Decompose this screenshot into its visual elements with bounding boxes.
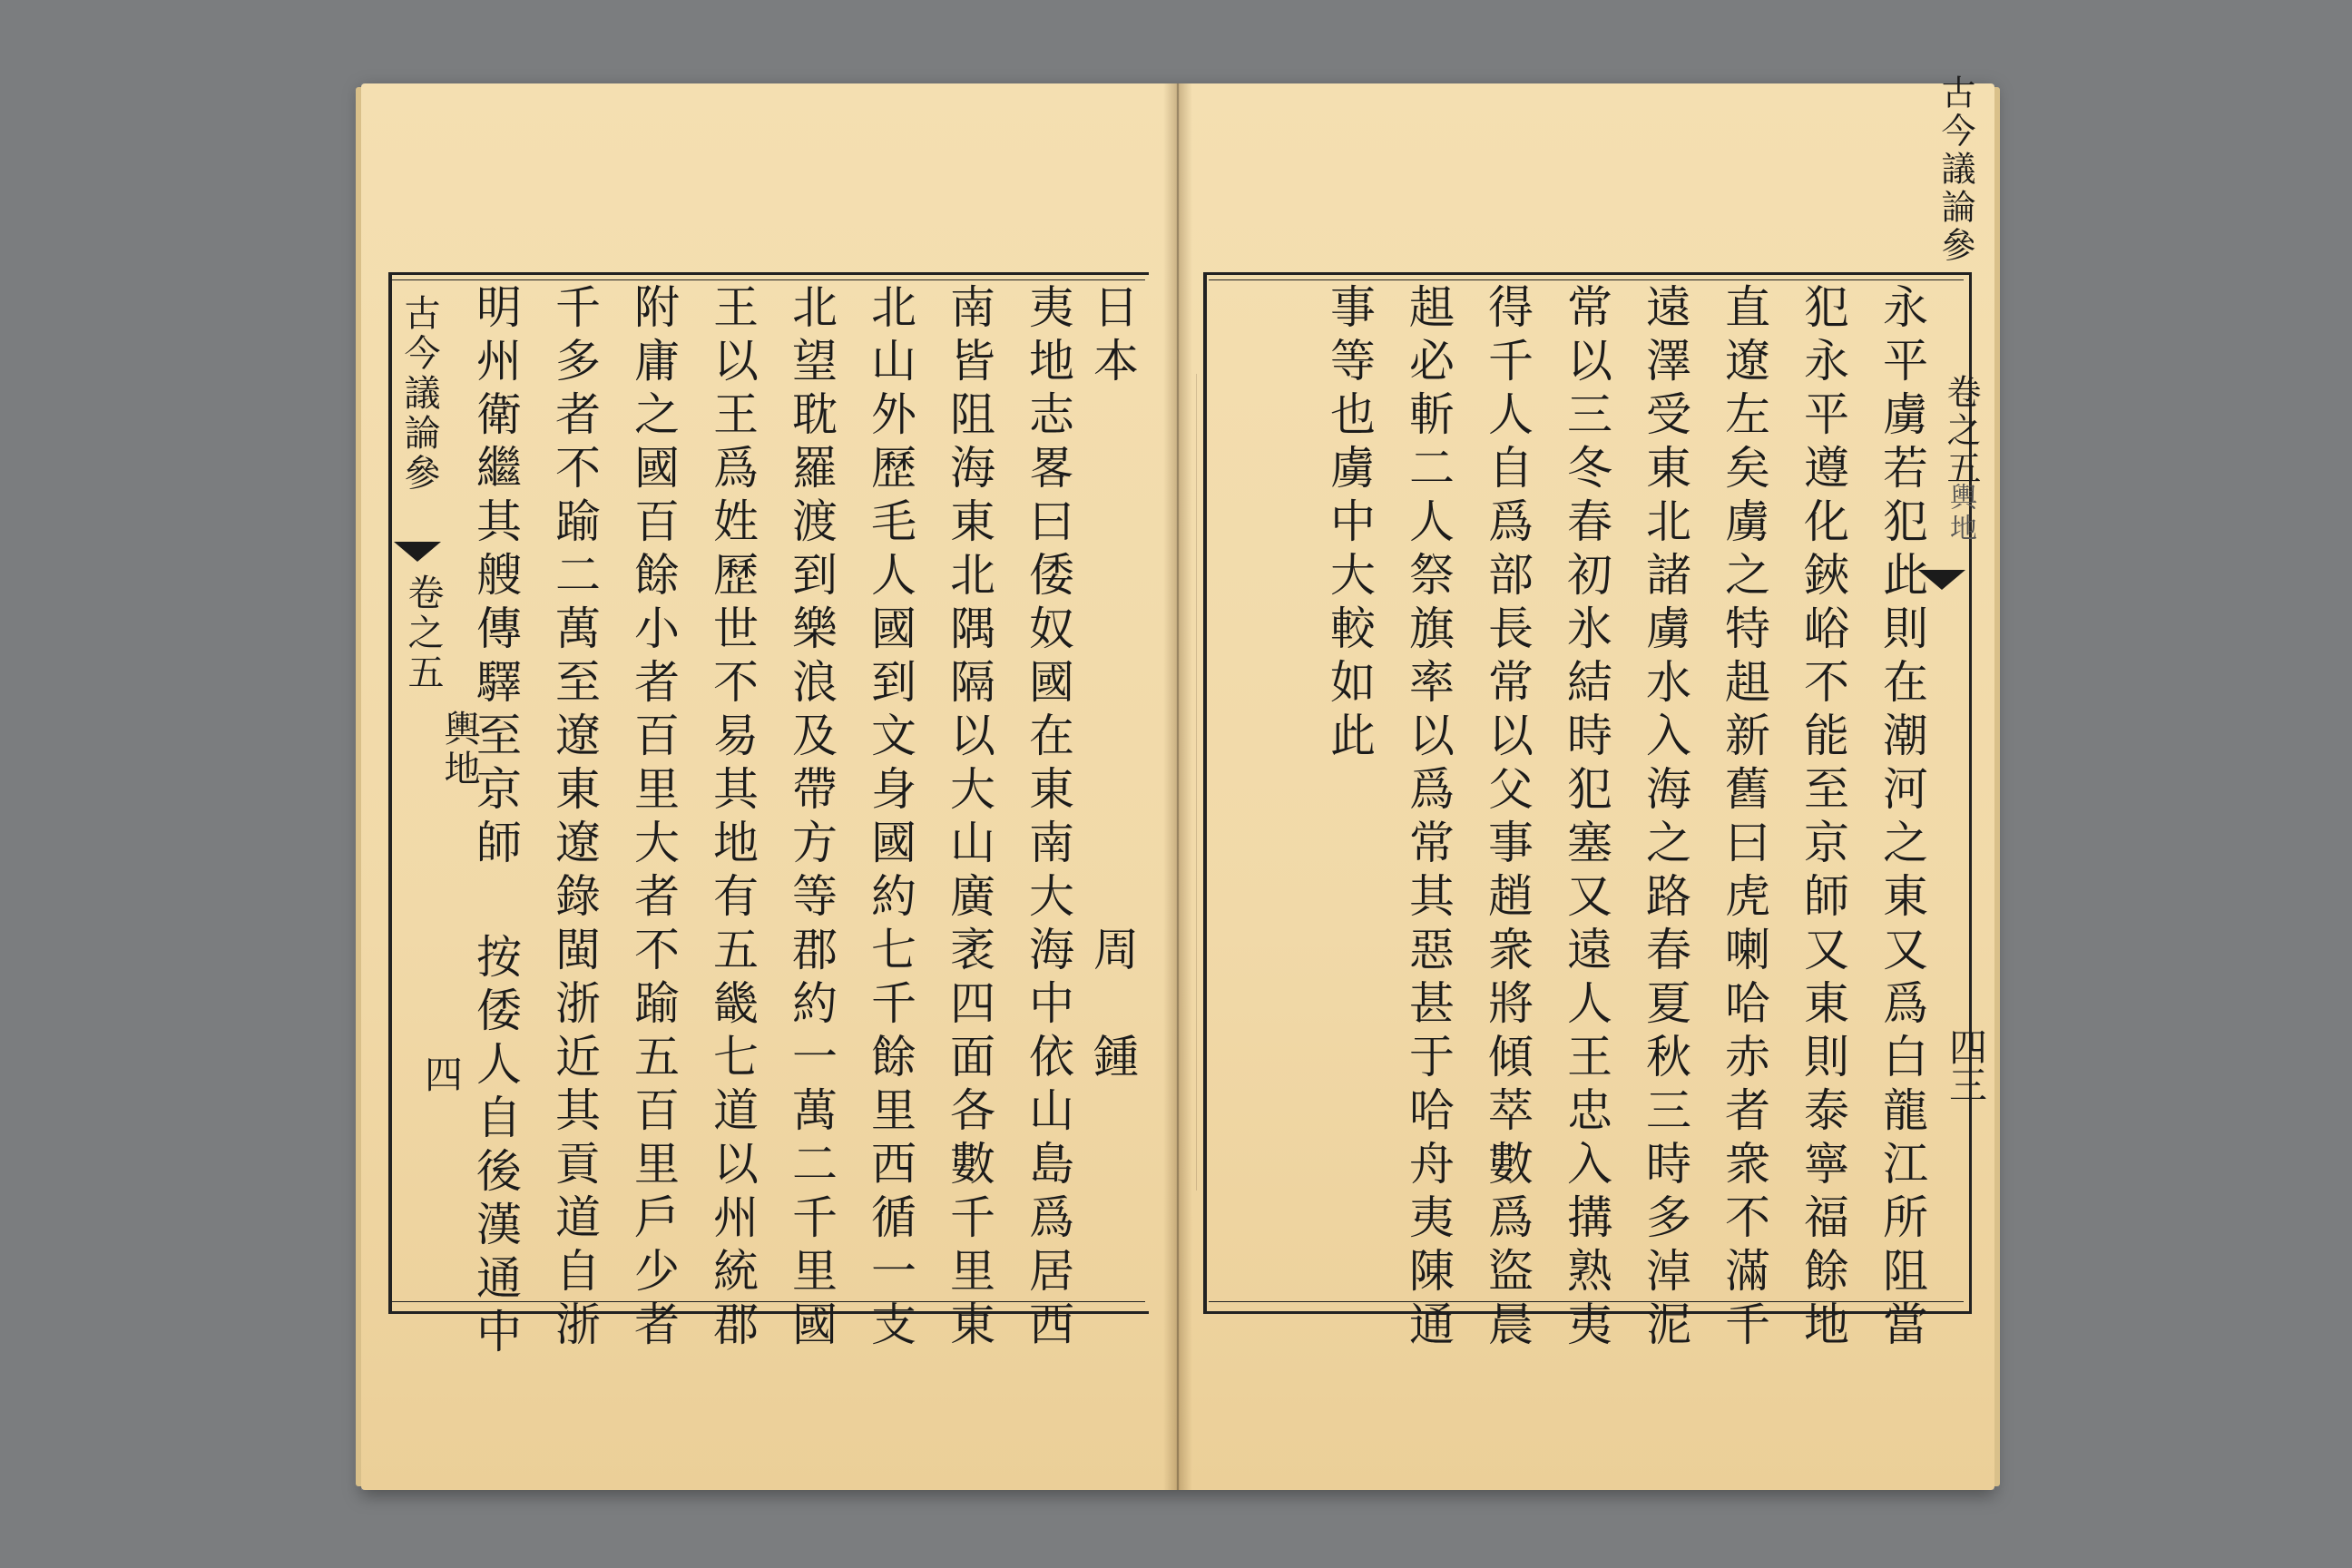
left-col-5: 北望耽羅渡到樂浪及帶方等郡約一萬二千里國 <box>785 283 838 1354</box>
left-col-4: 王以王爲姓歷世不易其地有五畿七道以州統郡 <box>706 283 759 1354</box>
left-page <box>361 83 1178 1490</box>
right-col-5: 常以三冬春初氷結時犯塞又遠人王忠入搆熟夷 <box>1560 283 1612 1354</box>
book-gutter <box>1163 83 1192 1490</box>
right-col-2: 犯永平遵化鋏峪不能至京師又東則泰寧福餘地 <box>1797 283 1849 1354</box>
fish-tail-mark-icon <box>394 542 441 562</box>
left-col-2: 千多者不踰二萬至遼東遼錄閩浙近其貢道自浙 <box>548 283 601 1354</box>
right-banner-title: 古今議論參 <box>1936 74 1975 265</box>
left-col-8: 夷地志畧曰倭奴國在東南大海中依山島爲居西 <box>1022 283 1074 1354</box>
right-inner-rule-top <box>1209 279 1964 280</box>
right-col-7: 趄必斬二人祭旗率以爲常其惡甚于哈舟夷陳通 <box>1402 283 1455 1354</box>
left-col-3: 附庸之國百餘小者百里大者不踰五百里戶少者 <box>627 283 680 1354</box>
left-folio: 四 <box>419 1054 464 1093</box>
left-col-6: 北山外歷毛人國到文身國約七千餘里西循一支 <box>864 283 916 1354</box>
left-section-tag: 輿地 <box>438 710 480 789</box>
left-col-9: 日本 周 鍾 <box>1086 283 1139 1086</box>
right-section-tag: 輿地 <box>1945 483 1976 544</box>
left-col-1: 明州衛繼其艘傳驛至京師 按倭人自後漢通中 <box>469 283 522 1361</box>
right-col-1: 永平虜若犯此則在潮河之東又爲白龍江所阻當 <box>1876 283 1928 1354</box>
right-folio: 四三 <box>1944 1027 1988 1103</box>
left-inner-rule-top <box>392 279 1145 280</box>
open-book <box>361 74 1994 1490</box>
left-col-7: 南皆阻海東北隅隔以大山廣袤四面各數千里東 <box>943 283 995 1354</box>
right-banner-volume: 卷之五 <box>1941 374 1981 488</box>
right-col-6: 得千人自爲部長常以父事趙衆將傾萃數爲盜晨 <box>1481 283 1534 1354</box>
right-col-4: 遠澤受東北諸虜水入海之路春夏秋三時多淖泥 <box>1639 283 1691 1354</box>
left-banner-volume: 卷之五 <box>402 573 444 693</box>
left-banner-title: 古今議論參 <box>398 294 440 494</box>
fish-tail-mark-right-icon <box>1918 570 1965 590</box>
right-col-8: 事等也虜中大較如此 <box>1323 283 1376 765</box>
right-col-3: 直遼左矣虜之特趄新舊曰虎喇哈赤者衆不滿千 <box>1718 283 1770 1354</box>
bleed-through-ghost <box>1196 374 1197 1191</box>
